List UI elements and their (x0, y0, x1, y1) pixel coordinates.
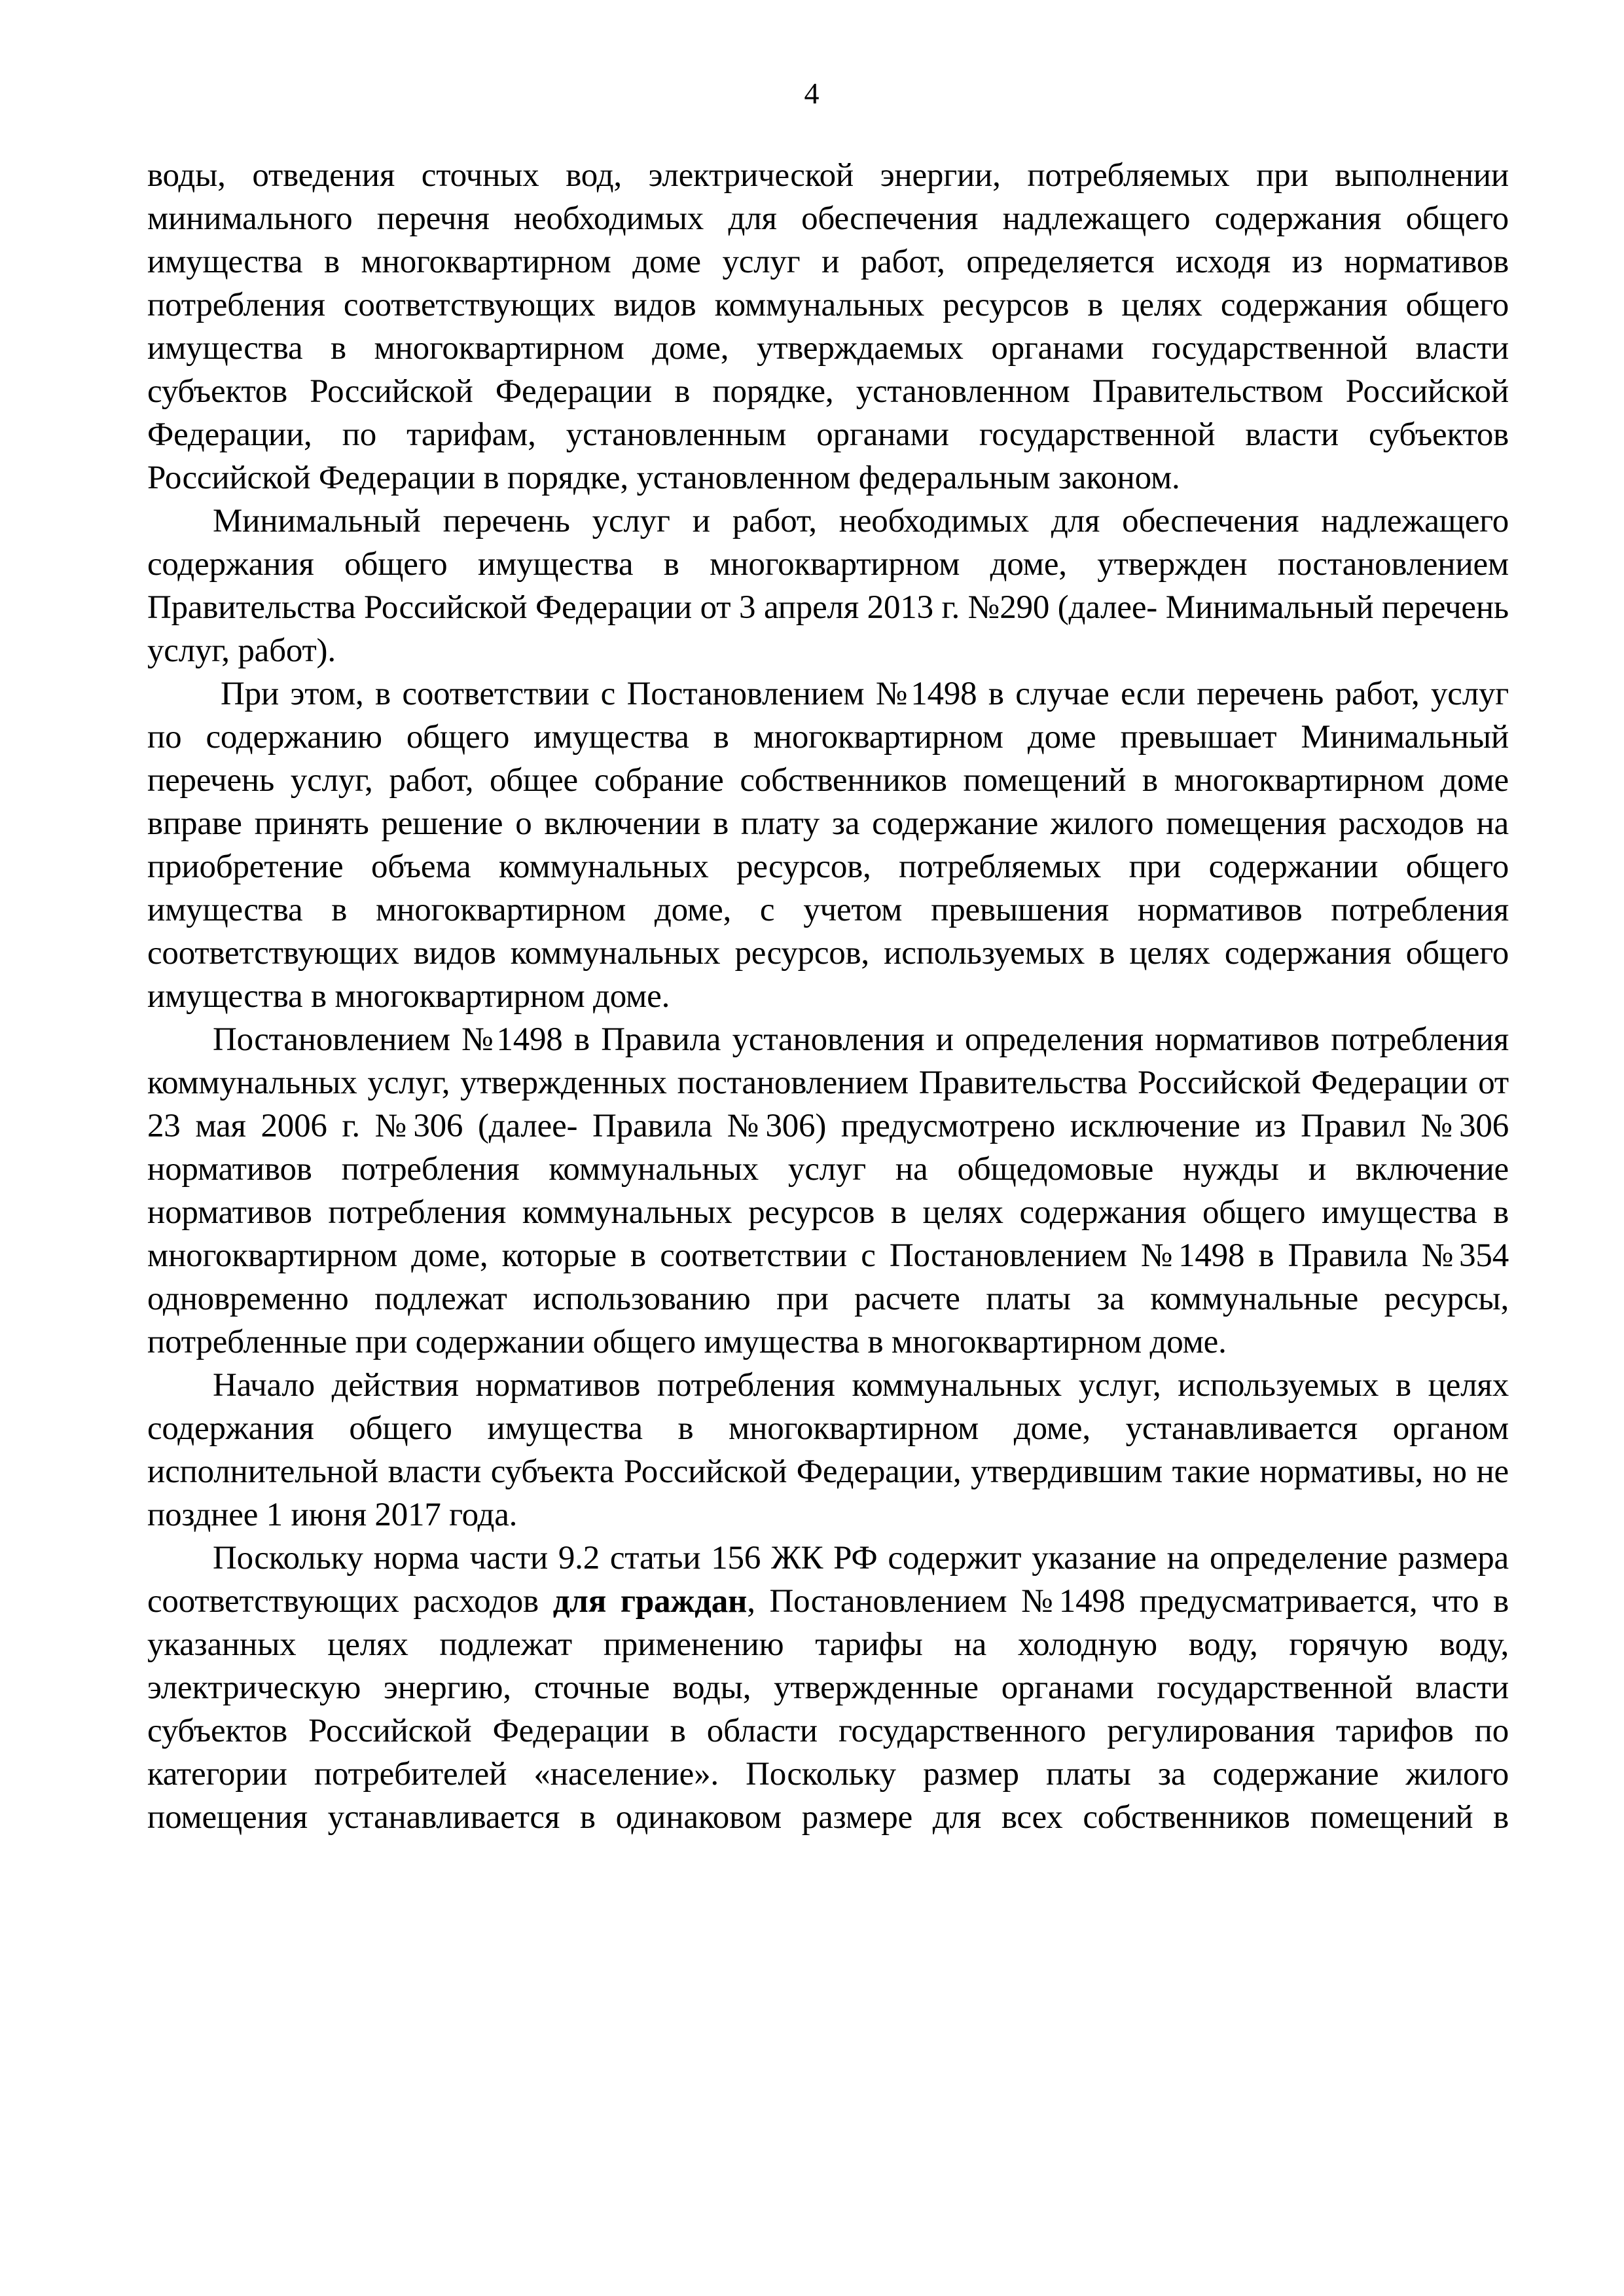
paragraph-tariffs-part-1: Поскольку норма части 9.2 статьи 156 ЖК РФ содержит указание на определение размера соответствующих расходов (147, 1540, 1509, 1620)
paragraph-minimal-list: Минимальный перечень услуг и работ, необходимых для обеспечения надлежащего содержания общего имущества в многоквартирном доме, утвержден постановлением Правительства Российской Федерации от 3 апреля 2013 г. №290 (далее- Минимальный перечень услуг, работ). (147, 503, 1509, 669)
paragraph-excess-list: При этом, в соответствии с Постановлением №1498 в случае если перечень работ, услуг по содержанию общего имущества в многоквартирном доме превышает Минимальный перечень услуг, работ, общее собрание собственников помещений в многоквартирном доме вправе принять решение о включении в плату за содержание жилого помещения расходов на приобретение объема коммунальных ресурсов, потребляемых при содержании общего имущества в многоквартирном доме, с учетом превышения нормативов потребления соответствующих видов коммунальных ресурсов, используемых в целях содержания общего имущества в многоквартирном доме. (147, 676, 1509, 1015)
paragraph-continuation: воды, отведения сточных вод, электрической энергии, потребляемых при выполнении минимального перечня необходимых для обеспечения надлежащего содержания общего имущества в многоквартирном доме услуг и работ, определяется исходя из нормативов потребления соответствующих видов коммунальных ресурсов в целях содержания общего имущества в многоквартирном доме, утверждаемых органами государственной власти субъектов Российской Федерации в порядке, установленном Правительством Российской Федерации, по тарифам, установленным органами государственной власти субъектов Российской Федерации в порядке, установленном федеральным законом. (147, 157, 1509, 496)
paragraph-tariffs-part-2: , Постановлением №1498 предусматривается, что в указанных целях подлежат применению тарифы на холодную воду, горячую воду, электрическую энергию, сточные воды, утвержденные органами государственной власти субъектов Российской Федерации в области государственного регулирования тарифов по категории потребителей «население». Поскольку размер платы за содержание жилого помещения устанавливается в одинаковом размере для всех собственников помещений в (147, 1583, 1509, 1836)
paragraph-tariffs-bold-phrase: для граждан (552, 1583, 748, 1620)
page-number: 4 (804, 77, 820, 110)
paragraph-rules-306: Постановлением №1498 в Правила установления и определения нормативов потребления коммунальных услуг, утвержденных постановлением Правительства Российской Федерации от 23 мая 2006 г. №306 (далее- Правила №306) предусмотрено исключение из Правил №306 нормативов потребления коммунальных услуг на общедомовые нужды и включение нормативов потребления коммунальных ресурсов в целях содержания общего имущества в многоквартирном доме, которые в соответствии с Постановлением №1498 в Правила №354 одновременно подлежат использованию при расчете платы за коммунальные ресурсы, потребленные при содержании общего имущества в многоквартирном доме. (147, 1021, 1509, 1360)
document-body (147, 154, 1509, 1839)
paragraph-tariffs (147, 1537, 1509, 1839)
paragraph-start-date: Начало действия нормативов потребления коммунальных услуг, используемых в целях содержания общего имущества в многоквартирном доме, устанавливается органом исполнительной власти субъекта Российской Федерации, утвердившим такие нормативы, но не позднее 1 июня 2017 года. (147, 1367, 1509, 1533)
